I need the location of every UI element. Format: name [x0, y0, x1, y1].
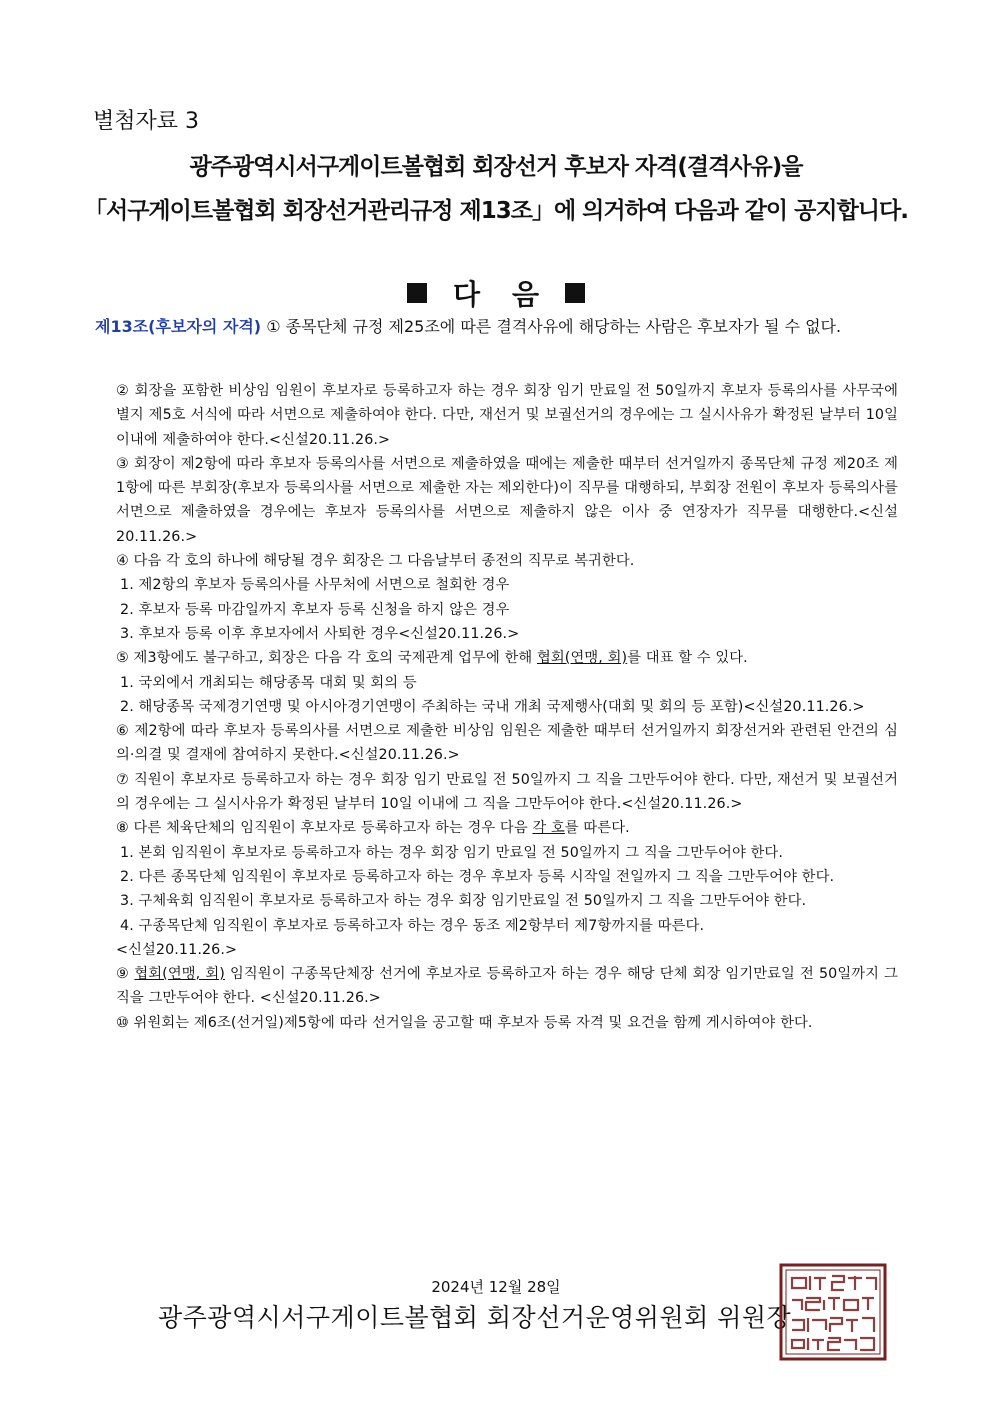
paragraph-8-text-b: 를 따른다. — [564, 820, 630, 837]
article-title: 제13조(후보자의 자격) — [95, 317, 262, 336]
paragraph-5-text-b: 를 대표 할 수 있다. — [627, 650, 748, 667]
paragraph-5-underlined: 협회(연맹, 회) — [536, 650, 628, 667]
title-line-2: 「서구게이트볼협회 회장선거관리규정 제13조」에 의거하여 다음과 같이 공지합니다. — [84, 198, 908, 224]
article-body — [116, 379, 898, 1035]
black-square-icon — [407, 283, 427, 303]
official-seal-icon — [778, 1262, 888, 1362]
paragraph-2: ② 회장을 포함한 비상임 임원이 후보자로 등록하고자 하는 경우 회장 임기 만료일 전 50일까지 후보자 등록의사를 사무국에 별지 제5호 서식에 따라 서면으로 제출하여야 한다. 다만, 재선거 및 보궐선거의 경우에는 그 실시사유가 확정된 날부터 10일 이내에 제출하여야 한다.<신설20.11.26.> — [116, 383, 898, 448]
title-line-1: 광주광역시서구게이트볼협회 회장선거 후보자 자격(결격사유)을 — [189, 154, 803, 180]
black-square-icon — [565, 283, 585, 303]
paragraph-5-item-2: 2. 해당종목 국제경기연맹 및 아시아경기연맹이 주최하는 국내 개최 국제행사(대회 및 회의 등 포함)<신설20.11.26.> — [120, 698, 865, 715]
paragraph-4: ④ 다음 각 호의 하나에 해당될 경우 회장은 그 다음날부터 종전의 직무로 복귀한다. — [116, 553, 635, 570]
paragraph-5-item-1: 1. 국외에서 개최되는 해당종목 대회 및 회의 등 — [120, 674, 417, 691]
paragraph-8-item-3: 3. 구체육회 임직원이 후보자로 등록하고자 하는 경우 회장 임기만료일 전 50일까지 그 직을 그만두어야 한다. — [120, 893, 807, 910]
paragraph-4-item-2: 2. 후보자 등록 마감일까지 후보자 등록 신청을 하지 않은 경우 — [120, 601, 510, 618]
paragraph-8-note: <신설20.11.26.> — [116, 941, 238, 958]
paragraph-4-item-1: 1. 제2항의 후보자 등록의사를 사무처에 서면으로 철회한 경우 — [120, 577, 510, 594]
paragraph-8-item-1: 1. 본회 임직원이 후보자로 등록하고자 하는 경우 회장 임기 만료일 전 50일까지 그 직을 그만두어야 한다. — [120, 844, 783, 861]
section-heading — [0, 273, 992, 313]
signature-line: 광주광역시서구게이트볼협회 회장선거운영위원회 위원장 — [158, 1303, 792, 1332]
paragraph-8-underlined: 각 호 — [532, 820, 565, 837]
paragraph-8 — [116, 816, 898, 840]
paragraph-6: ⑥ 제2항에 따라 후보자 등록의사를 서면으로 제출한 비상임 임원은 제출한 때부터 선거일까지 회장선거와 관련된 안건의 심의·의결 및 결재에 참여하지 못한다.<신설20.11.26.> — [116, 723, 898, 764]
paragraph-9-text-b: 임직원이 구종목단체장 선거에 후보자로 등록하고자 하는 경우 해당 단체 회장 임기만료일 전 50일까지 그 직을 그만두어야 한다. <신설20.11.26.> — [116, 966, 899, 1007]
document-date: 2024년 12월 28일 — [431, 1278, 561, 1296]
heading-char-2: 음 — [512, 278, 540, 311]
paragraph-9-underlined: 협회(연맹, 회) — [134, 966, 225, 983]
paragraph-3: ③ 회장이 제2항에 따라 후보자 등록의사를 서면으로 제출하였을 때에는 제출한 때부터 선거일까지 종목단체 규정 제20조 제1항에 따른 부회장(후보자 등록의사를 서면으로 제출한 자는 제외한다)이 직무를 대행하되, 부회장 전원이 후보자 등록의사를 서면으로 제출하였을 경우에는 후보자 등록의사를 서면으로 제출하지 않은 이사 중 연장자가 직무를 대행한다.<신설20.11.26.> — [116, 455, 898, 545]
paragraph-9 — [116, 962, 898, 1011]
paragraph-10: ⑩ 위원회는 제6조(선거일)제5항에 따라 선거일을 공고할 때 후보자 등록 자격 및 요건을 함께 게시하여야 한다. — [116, 1014, 813, 1031]
paragraph-9-text-a: ⑨ — [116, 966, 135, 983]
paragraph-8-item-2: 2. 다른 종목단체 임직원이 후보자로 등록하고자 하는 경우 후보자 등록 시작일 전일까지 그 직을 그만두어야 한다. — [120, 868, 835, 885]
article-intro — [95, 312, 897, 341]
paragraph-7: ⑦ 직원이 후보자로 등록하고자 하는 경우 회장 임기 만료일 전 50일까지 그 직을 그만두어야 한다. 다만, 재선거 및 보궐선거의 경우에는 그 실시사유가 확정된 날부터 10일 이내에 그 직을 그만두어야 한다.<신설20.11.26.> — [116, 771, 898, 813]
heading-char-1: 다 — [452, 278, 480, 311]
attachment-label: 별첨자료 3 — [93, 109, 199, 134]
paragraph-8-item-4: 4. 구종목단체 임직원이 후보자로 등록하고자 하는 경우 동조 제2항부터 제7항까지를 따른다. — [120, 917, 705, 934]
paragraph-5-text-a: ⑤ 제3항에도 불구하고, 회장은 다음 각 호의 국제관계 업무에 한해 — [116, 650, 537, 667]
article-paragraph-1: ① 종목단체 규정 제25조에 따른 결격사유에 해당하는 사람은 후보자가 될 수 없다. — [266, 317, 842, 336]
paragraph-5 — [116, 646, 898, 670]
paragraph-8-text-a: ⑧ 다른 체육단체의 임직원이 후보자로 등록하고자 하는 경우 다음 — [116, 820, 533, 837]
paragraph-4-item-3: 3. 후보자 등록 이후 후보자에서 사퇴한 경우<신설20.11.26.> — [120, 625, 520, 642]
